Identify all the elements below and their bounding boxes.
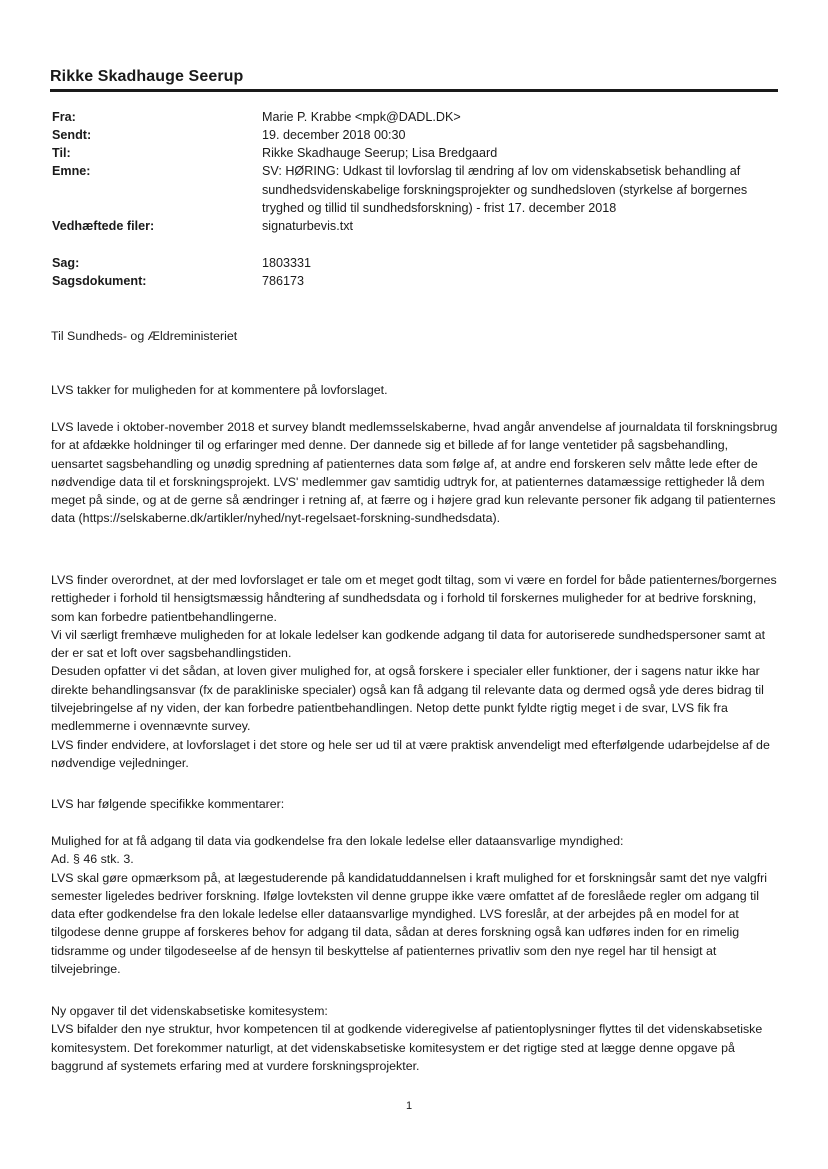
header-value-subject: SV: HØRING: Udkast til lovforslag til ændring af lov om videnskabsetisk behandling af sundhedsvidenskabelige forskningsprojekter og sundhedsloven (styrkelse af borgernes tryghed og tillid til sundhedsforskning) - frist 17. december 2018 — [262, 164, 748, 215]
ethics-committee-comment: LVS bifalder den nye struktur, hvor kompetencen til at godkende videregivelse af patientoplysninger flyttes til det videnskabsetiske komitesystem. Det forekommer naturligt, at det videnskabsetiske komitesystem er det rigtige sted at lægge denne opgave på baggrund af systemets erfaring med at vurdere forskningsprojekter. — [51, 1022, 763, 1073]
header-label-from: Fra: — [52, 110, 76, 124]
header-label-sent: Sendt: — [52, 128, 92, 142]
ethics-committee-heading: Ny opgaver til det videnskabsetiske komitesystem: — [51, 1004, 328, 1018]
salutation: Til Sundheds- og Ældreministeriet — [51, 329, 238, 343]
assessment-practical: LVS finder endvidere, at lovforslaget i det store og hele ser ud til at være praktisk anvendeligt med efterfølgende udarbejdelse af de nødvendige vejledninger. — [51, 737, 770, 770]
assessment-intro: LVS finder overordnet, at der med lovforslaget er tale om et meget godt tiltag, som vi være en fordel for både patienternes/borgernes rettigheder i forhold til hensigtsmæssig håndtering af sundhedsdata og i forhold til forskernes muligheder for at bedrive forskning, som kan forbedre patientbehandlingerne. — [51, 573, 777, 624]
sender-name: Rikke Skadhauge Seerup — [50, 68, 244, 85]
paragraph-thanks: LVS takker for muligheden for at kommentere på lovforslaget. — [51, 383, 388, 397]
data-access-heading: Mulighed for at få adgang til data via godkendelse fra den lokale ledelse eller dataansvarlige myndighed: — [51, 834, 624, 848]
header-divider — [50, 89, 778, 92]
paragraph-specific-comments-intro: LVS har følgende specifikke kommentarer: — [51, 797, 285, 811]
header-value-case: 1803331 — [262, 256, 312, 270]
assessment-paraclinical: Desuden opfatter vi det sådan, at loven giver mulighed for, at også forskere i specialer eller funktioner, der i sagens natur ikke har direkte behandlingsansvar (fx de parakliniske specialer) også kan få adgang til relevante data og dermed også yde deres bidrag til tilvejebringelse af ny viden, der kan forbedre patientbehandlingen. Netop dette punkt fyldte rigtig meget i de svar, LVS fik fra medlemmerne i ovennævnte survey. — [51, 664, 764, 734]
header-label-to: Til: — [52, 146, 71, 160]
paragraph-survey: LVS lavede i oktober-november 2018 et survey blandt medlemsselskaberne, hvad angår anvendelse af journaldata til forskningsbrug for at afdække holdninger til og erfaringer med denne. Der dannede sig et billede af for lange ventetider på sagsbehandling, uensartet sagsbehandling og unødig spredning af patienternes data som følge af, at andre end forskeren selv måtte lede efter de nødvendige data til et forskningsprojekt. LVS' medlemmer gav samtidig udtryk for, at patienternes datamæssige rettigheder lå dem meget på sinde, og at de gerne så ændringer i retning af, at færre og i højere grad kun relevante personer fik adgang til patienternes data (https://selskaberne.dk/artikler/nyhed/nyt-regelsaet-forskning-sundhedsdata). — [51, 420, 778, 526]
section-ethics-committee — [51, 1002, 781, 1075]
header-value-attachments: signaturbevis.txt — [262, 219, 353, 233]
page-number: 1 — [406, 1100, 413, 1112]
section-data-access — [51, 832, 781, 978]
header-label-attachments: Vedhæftede filer: — [52, 219, 155, 233]
paragraph-overall-assessment — [51, 571, 781, 772]
assessment-local-approval: Vi vil særligt fremhæve muligheden for at lokale ledelser kan godkende adgang til data for autoriserede sundhedspersoner samt at der er sat et loft over sagsbehandlingstiden. — [51, 627, 766, 661]
header-value-sent: 19. december 2018 00:30 — [262, 128, 406, 142]
header-value-from: Marie P. Krabbe <mpk@DADL.DK> — [262, 110, 461, 124]
header-value-to: Rikke Skadhauge Seerup; Lisa Bredgaard — [262, 146, 498, 160]
header-value-case-document: 786173 — [262, 274, 305, 288]
header-label-subject: Emne: — [52, 164, 91, 178]
data-access-comment: LVS skal gøre opmærksom på, at lægestuderende på kandidatuddannelsen i kraft mulighed for et forskningsår samt det nye valgfri semester ligeledes bedriver forskning. Ifølge lovteksten vil denne gruppe ikke være omfattet af de foreslåede regler om adgang til data efter godkendelse fra den lokale ledelse eller dataansvarlige myndighed. LVS foreslår, at der arbejdes på en model for at tilgodese denne gruppe af forskeres behov for adgang til data, sådan at deres forskning også kan udføres inden for en rimelig tidsramme og under tilgodeseelse af de hensyn til beskyttelse af patienternes privatliv som den nye regel har til hensigt at tilvejebringe. — [51, 870, 768, 977]
data-access-reference: Ad. § 46 stk. 3. — [51, 852, 134, 867]
header-label-case: Sag: — [52, 256, 80, 270]
header-label-case-document: Sagsdokument: — [52, 274, 147, 288]
